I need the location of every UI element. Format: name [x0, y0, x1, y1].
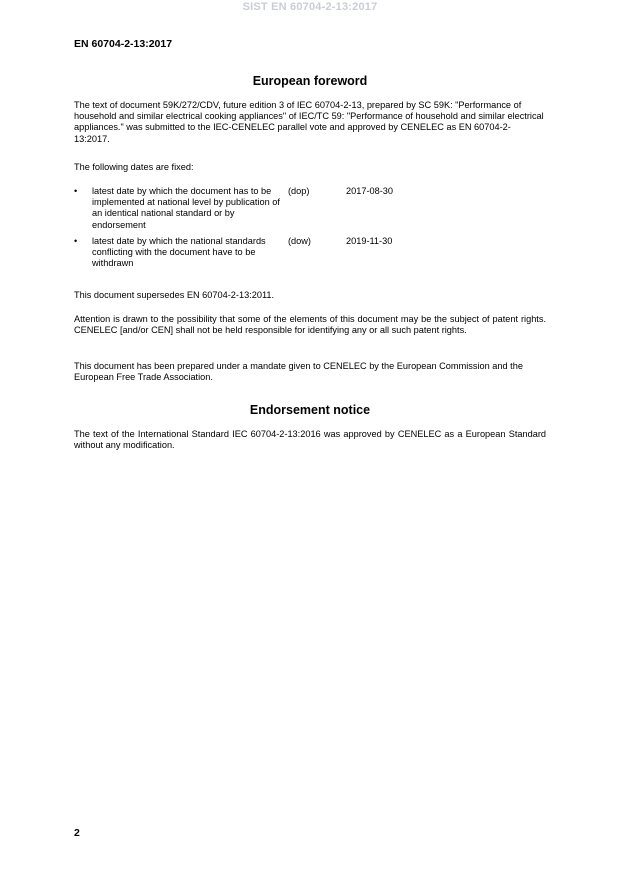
date-row-dop [74, 186, 546, 231]
date-value: 2017-08-30 [346, 186, 393, 196]
supersedes-text: This document supersedes EN 60704-2-13:2011. [74, 290, 275, 300]
bullet-icon: • [74, 235, 78, 246]
date-row-dow [74, 236, 546, 270]
dates-intro: The following dates are fixed: [74, 162, 194, 172]
date-abbreviation: (dow) [288, 235, 311, 246]
watermark: SIST EN 60704-2-13:2017 [242, 1, 378, 13]
foreword-intro: The text of document 59K/272/CDV, future edition 3 of IEC 60704-2-13, prepared by SC 59K: "Performance of household and similar electrical cooking appliances" of IEC/TC 59: "Performance of household and similar electrical appliances." was submitted to the IEC-CENELEC parallel vote and approved by CENELEC as EN 60704-2-13:2017. [74, 100, 544, 144]
date-description: latest date by which the document has to be implemented at national level by publication of an identical national standard or by endorsement [92, 186, 280, 230]
page-number: 2 [74, 827, 80, 839]
date-description: latest date by which the national standards conflicting with the document have to be withdrawn [92, 235, 266, 269]
patent-notice: Attention is drawn to the possibility that some of the elements of this document may be the subject of patent rights. CENELEC [and/or CEN] shall not be held responsible for identifying any or all such patent rights. [74, 314, 546, 336]
date-abbreviation: (dop) [288, 186, 310, 196]
mandate-text: This document has been prepared under a mandate given to CENELEC by the European Commission and the European Free Trade Association. [74, 361, 523, 383]
endorsement-text: The text of the International Standard IEC 60704-2-13:2016 was approved by CENELEC as a European Standard without any modification. [74, 429, 546, 451]
bullet-icon: • [74, 186, 78, 196]
date-value: 2019-11-30 [346, 235, 393, 246]
document-id: EN 60704-2-13:2017 [74, 38, 173, 50]
dates-table [74, 186, 546, 274]
endorsement-title: Endorsement notice [249, 403, 371, 417]
foreword-title: European foreword [252, 74, 368, 88]
